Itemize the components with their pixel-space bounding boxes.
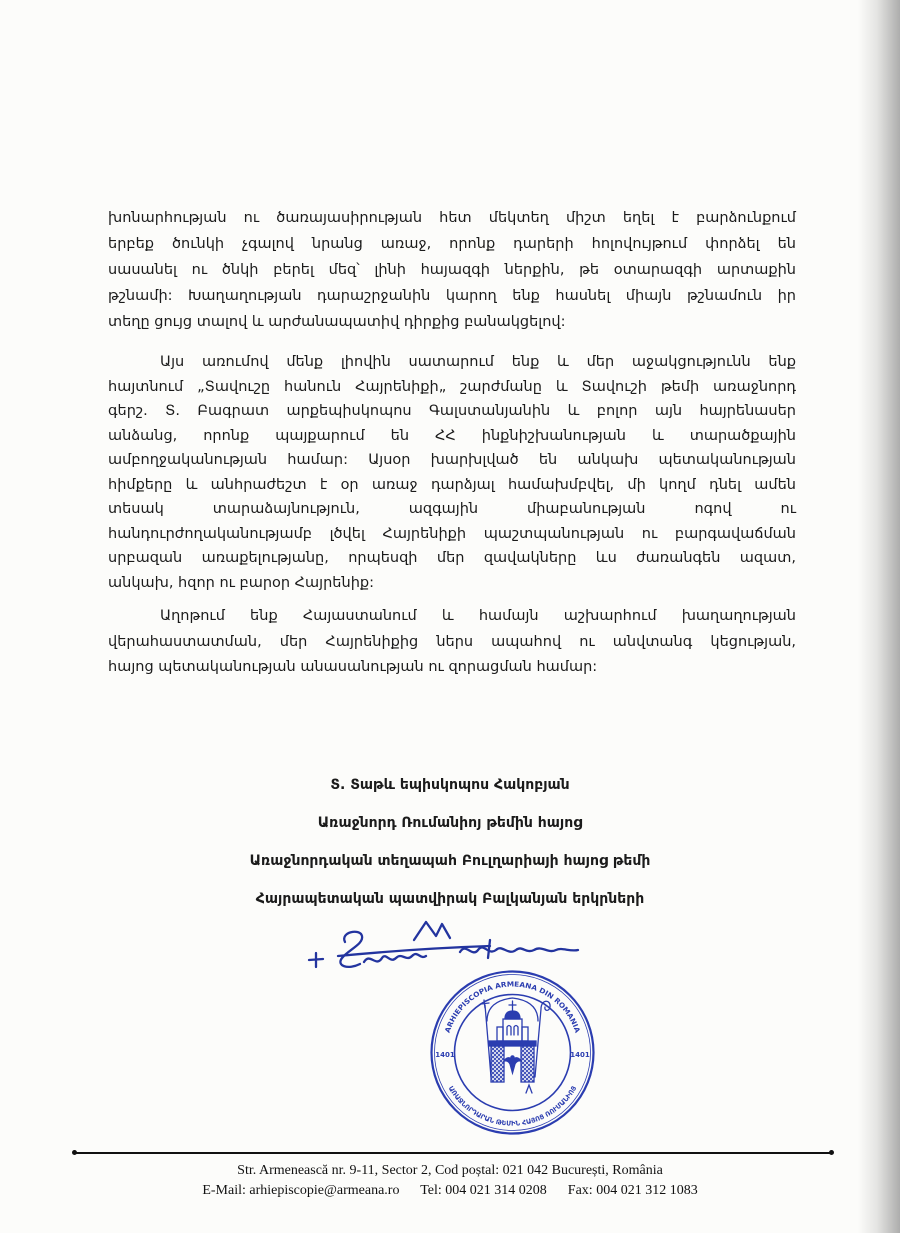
signatory-block [150,766,750,918]
seal-bottom-text: ԱՌԱՋՆՈՐԴԱՐԱՆ ԹԵՄԻՆ ՀԱՅՈՑ ՌՈՒՄԱՆԻՈՅ [446,1084,579,1128]
paragraph-1 [108,205,796,335]
footer-rule [75,1152,831,1154]
body-line: հանդուրժողականությամբ լծվել Հայրենիքի պաշտպանության ու բարգավաճման [108,525,796,542]
official-seal [425,965,600,1140]
fax-number: 004 021 312 1083 [596,1183,698,1198]
seal-emblem [481,998,550,1093]
seal-top-text: ARHIEPISCOPIA ARMEANA DIN ROMANIA [443,980,582,1034]
body-line: անձանց, որոնք պայքարում են ՀՀ ինքնիշխանության և տարածքային [108,427,796,444]
body-line: գերշ. Տ. Բագրատ արքեպիսկոպոս Գալստանյանին և բոլոր այն հայրենասեր [108,403,796,419]
signatory-title: Առաջնորդական տեղապահ Բուլղարիայի հայոց թեմի [249,853,651,869]
phone-label: Tel: [420,1183,442,1198]
body-line: ամբողջականության համար: Այսօր խարխլված են անկախ պետականության [108,452,796,468]
footer-rule-dot [72,1150,77,1155]
body-line: երբեք ծունկի չգալով նրանց առաջ, որոնք դարերի հոլովույթում փորձել են [108,236,796,252]
body-line: հայտնում „Տավուշը հանուն Հայրենիքի„ շարժմանը և Տավուշի թեմի առաջնորդ [108,378,796,395]
body-line: սասանել ու ծնկի բերել մեզ՝ լինի հայազգի ներքին, թե օտարազգի արտաքին [108,262,796,278]
signature-cross-mark [309,953,323,967]
footer-rule-dot [829,1150,834,1155]
fax-label: Fax: [567,1183,593,1198]
body-line: վերահաստատման, մեր Հայրենիքից ներս ապահով ու անվտանգ կեցության, [108,633,796,650]
email-address: arhiepiscopie@armeana.ro [249,1183,400,1198]
body-line: անկախ, հզոր ու բարօր Հայրենիք: [108,574,374,591]
signatory-title: Հայրապետական պատվիրակ Բալկանյան երկրների [255,891,645,907]
body-line: հայոց պետականության անասանության ու զորացման համար: [108,659,598,675]
body-line: Այս առումով մենք լիովին սատարում ենք և մեր աջակցությունն ենք [160,354,796,370]
seal-year-left: 1401 [435,1051,455,1059]
body-line: խոնարհության ու ծառայասիրության հետ մեկտեղ միշտ եղել է բարձունքում [108,210,796,226]
scan-edge-shadow [858,0,900,1233]
body-line: Աղոթում ենք Հայաստանում և համայն աշխարհում խաղաղության [160,608,796,624]
body-line: սրբազան առաքելությանը, որպեսզի մեր զավակները ևս ժառանգեն ազատ, [108,550,796,566]
body-line: տեսակ տարաձայնություն, ազգային միաբանության ոգով ու [108,501,796,517]
seal-year-right: 1401 [570,1051,590,1059]
signatory-title: Առաջնորդ Ռումանիոյ թեմին հայոց [317,815,583,831]
body-line: թշնամի: Խաղաղության դարաշրջանին կարող ենք հասնել միայն թշնամուն իր [108,288,796,304]
body-line: հիմքերը և անհրաժեշտ է օր առաջ դարձյալ համախմբվել, մի կողմ դնել ամեն [108,476,796,493]
footer-address: Str. Armenească nr. 9-11, Sector 2, Cod poștal: 021 042 București, România [237,1163,663,1178]
signatory-name: Տ. Տաթև եպիսկոպոս Հակոբյան [330,777,570,793]
phone-number: 004 021 314 0208 [445,1183,547,1198]
paragraph-2 [108,350,796,595]
body-line: տեղը ցույց տալով և արժանապատիվ դիրքից բանակցելով: [108,314,566,330]
footer-contact [100,1181,800,1200]
email-label: E-Mail: [202,1183,246,1198]
paragraph-3 [108,604,796,681]
